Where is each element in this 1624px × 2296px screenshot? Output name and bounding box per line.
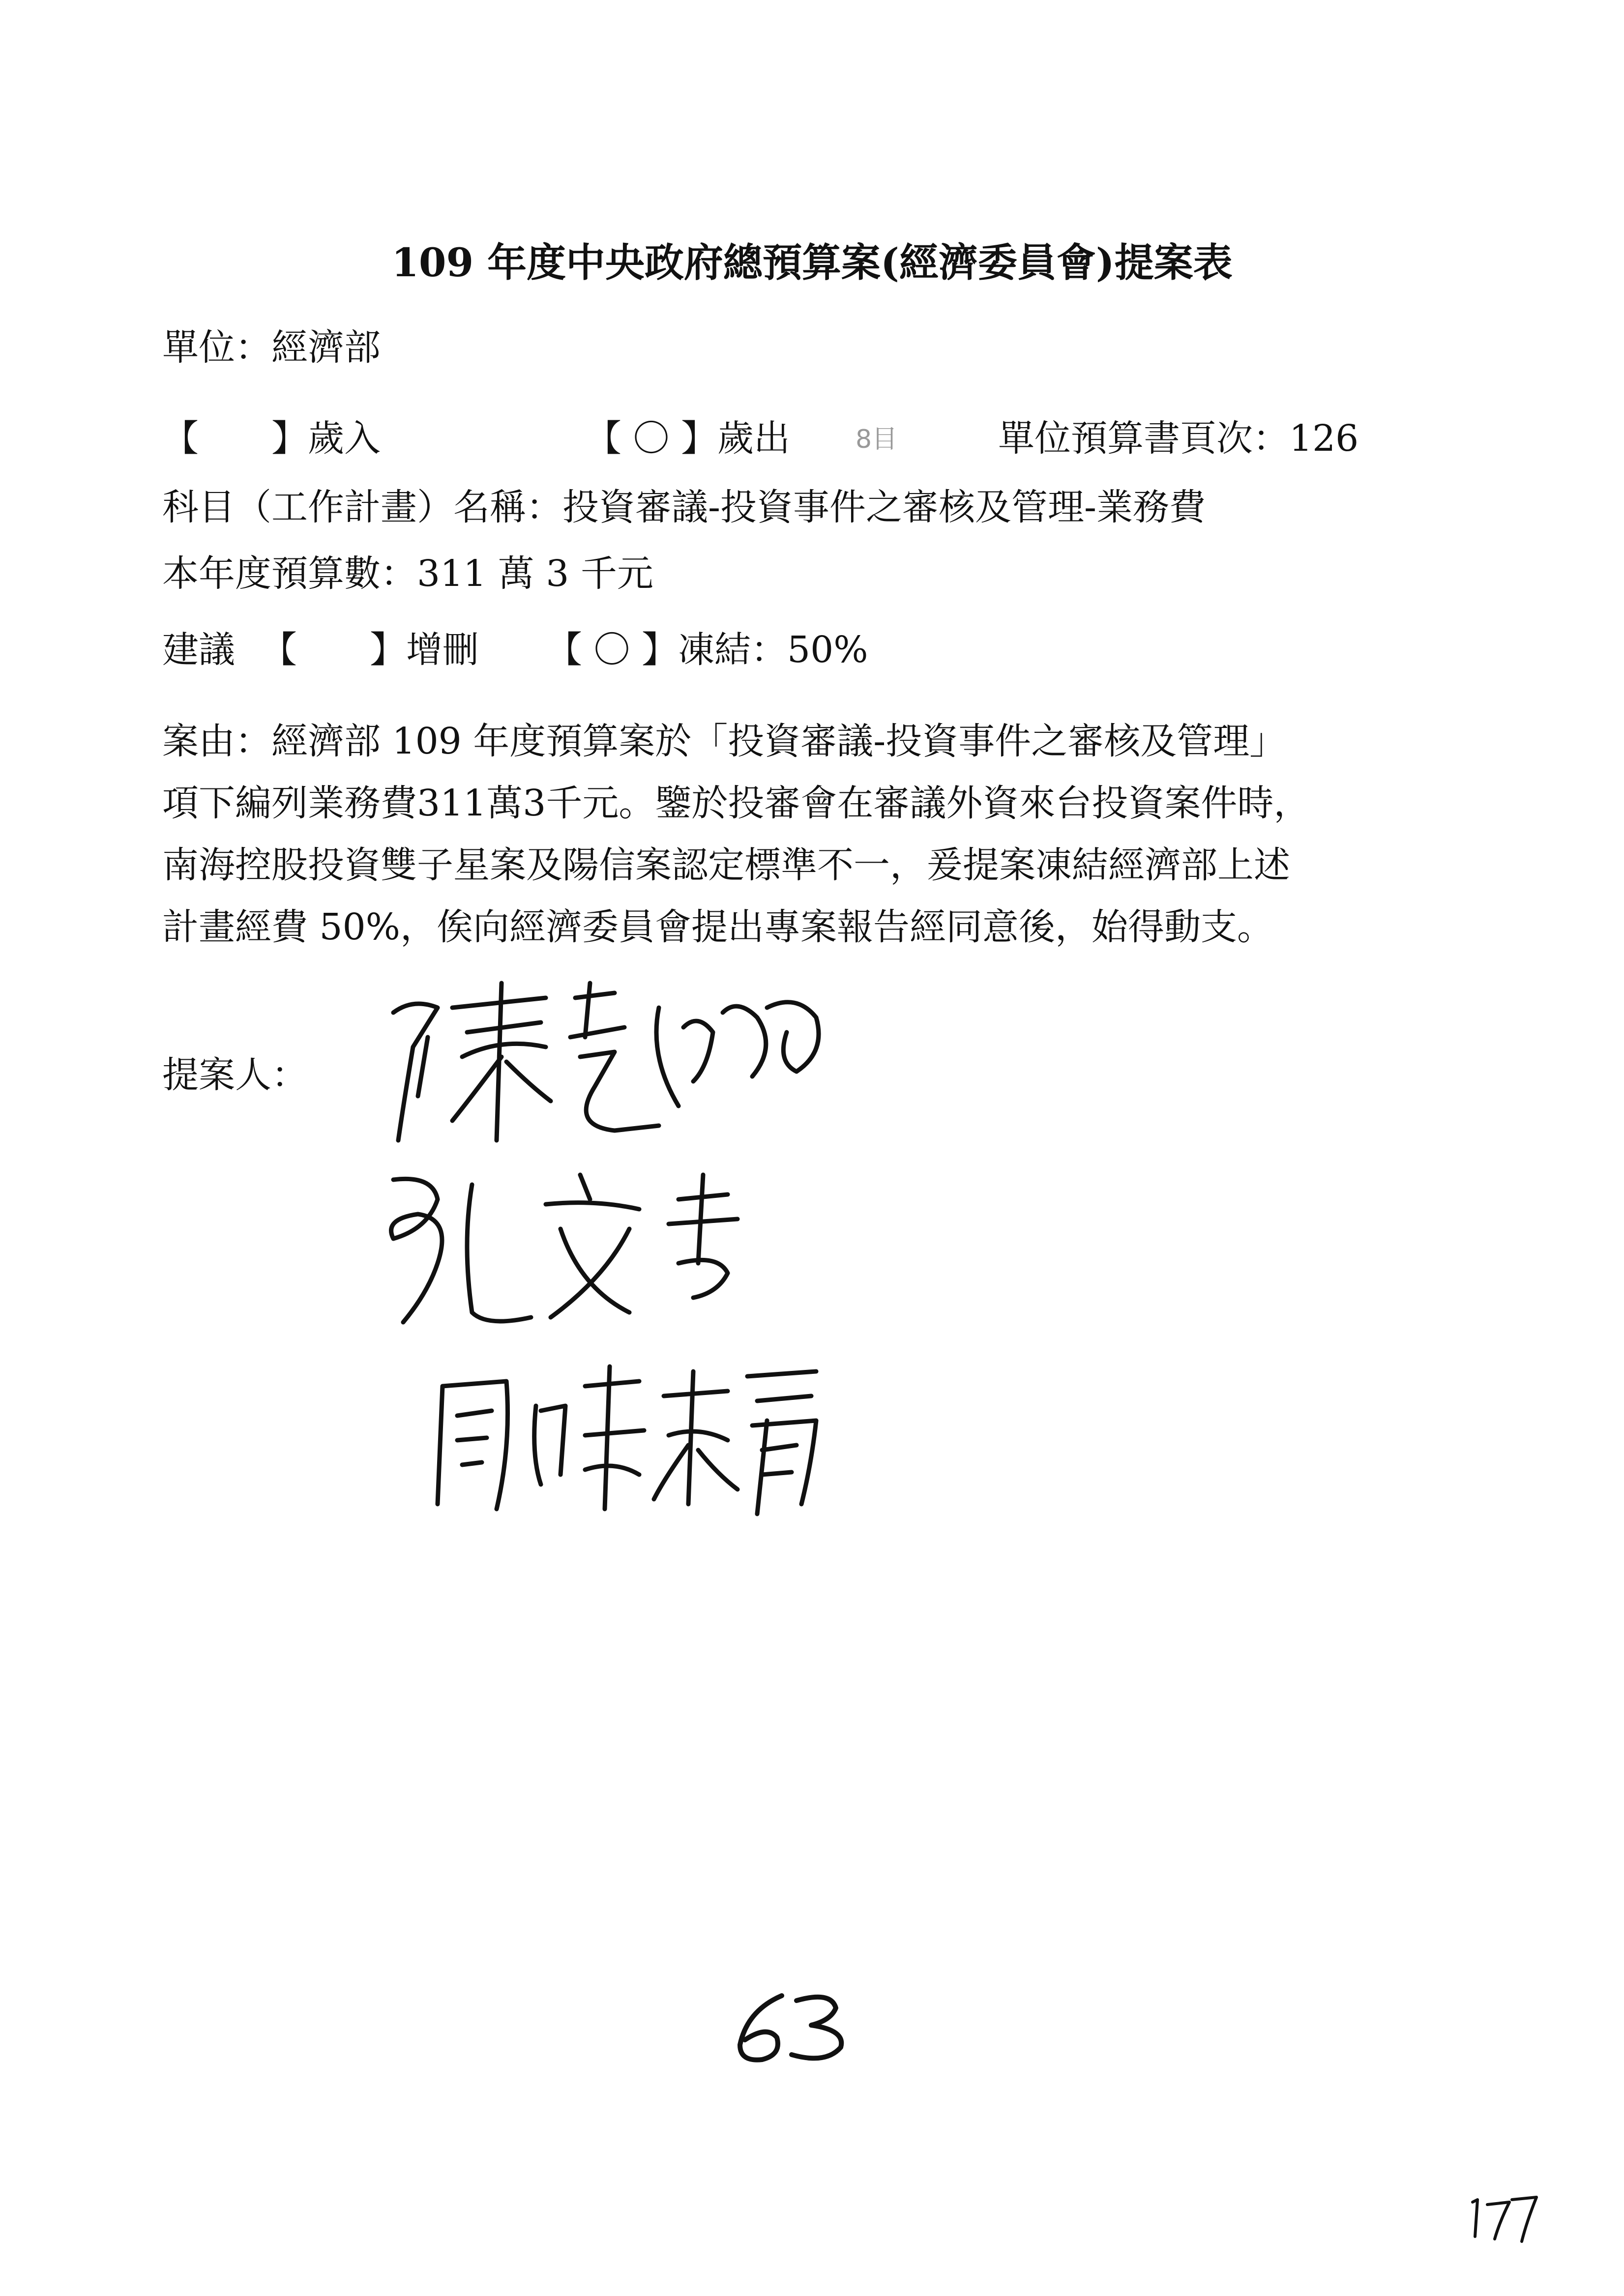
cut-option: 【 】增刪 [261, 629, 479, 671]
reason-line: 南海控股投資雙子星案及陽信案認定標準不一，爰提案凍結經濟部上述 [162, 844, 1290, 886]
signature-chen-chao-ming [384, 978, 856, 1157]
revenue-option: 【 】歲入 [162, 417, 381, 460]
handwritten-corner-number-177 [1465, 2192, 1544, 2248]
reason-paragraph [162, 710, 1514, 958]
handwritten-page-number-63 [728, 1991, 856, 2066]
reason-line: 項下編列業務費311萬3千元。鑒於投審會在審議外資來台投資案件時， [162, 782, 1310, 824]
expenditure-handwritten-note: 8目 [856, 425, 898, 454]
proposer-label: 提案人： [162, 1054, 308, 1096]
document-title: 109 年度中央政府總預算案(經濟委員會)提案表 [391, 239, 1233, 286]
budget-amount-line: 本年度預算數：311 萬 3 千元 [162, 552, 653, 595]
freeze-option: 【 〇 】凍結：50% [546, 629, 868, 671]
expenditure-option: 【 〇 】歲出 [585, 417, 791, 460]
signature-chou-chen-hsiu-hsia [423, 1357, 836, 1536]
suggestion-prefix: 建議 [162, 629, 235, 671]
unit-line: 單位：經濟部 [162, 326, 381, 369]
subject-line: 科目（工作計畫）名稱：投資審議-投資事件之審核及管理-業務費 [162, 486, 1206, 528]
budget-page-number: 單位預算書頁次：126 [998, 417, 1359, 460]
signature-kung-wen-chi [374, 1165, 777, 1344]
reason-line: 案由：經濟部 109 年度預算案於「投資審議-投資事件之審核及管理」 [162, 720, 1286, 762]
reason-line: 計畫經費 50%，俟向經濟委員會提出專案報告經同意後，始得動支。 [162, 906, 1273, 948]
